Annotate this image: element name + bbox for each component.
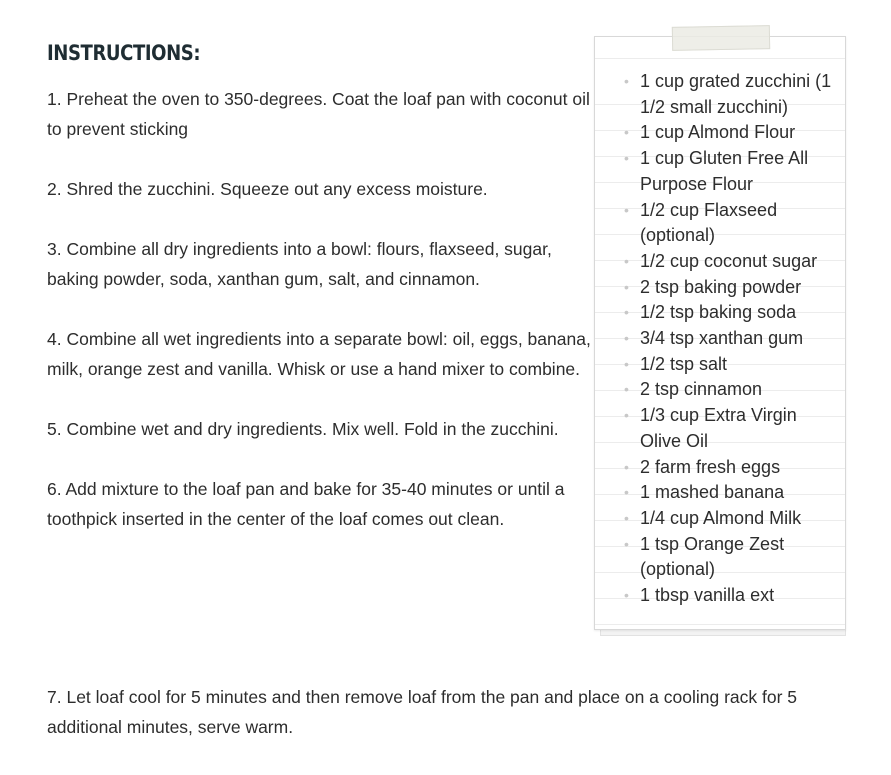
ingredient-item: [620, 506, 842, 532]
step-2: 2. Shred the zucchini. Squeeze out any excess moisture.: [47, 179, 488, 199]
bullet-icon: •: [624, 124, 629, 141]
ingredient-item: [620, 352, 842, 378]
ingredient-text: 1/2 cup coconut sugar: [640, 250, 818, 271]
bullet-icon: •: [624, 587, 629, 604]
bullet-icon: •: [624, 73, 629, 89]
bullet-icon: •: [624, 355, 629, 372]
ingredient-item: [620, 532, 842, 583]
ingredient-text: 1 cup Almond Flour: [640, 122, 796, 143]
instructions-list: [47, 84, 592, 564]
bullet-icon: •: [624, 458, 629, 475]
ingredient-item: [620, 583, 842, 609]
step-6: 6. Add mixture to the loaf pan and bake for 35-40 minutes or until a toothpick inserted in the center of the loaf comes out clean.: [47, 479, 565, 529]
ingredient-item: [620, 146, 842, 197]
ingredient-text: 1/3 cup Extra Virgin Olive Oil: [640, 405, 797, 451]
ingredient-text: 3/4 tsp xanthan gum: [640, 328, 804, 349]
bullet-icon: •: [624, 252, 629, 269]
ingredient-item: [620, 326, 842, 352]
tape-strip: [672, 25, 770, 51]
ingredient-text: 1 tbsp vanilla ext: [640, 585, 775, 606]
bullet-icon: •: [624, 509, 629, 526]
ingredient-item: [620, 377, 842, 403]
step-4: 4. Combine all wet ingredients into a separate bowl: oil, eggs, banana, milk, orange zest and vanilla. Whisk or use a hand mixer to combine.: [47, 329, 591, 379]
ingredient-text: 1/4 cup Almond Milk: [640, 507, 802, 528]
ingredient-text: 1 cup grated zucchini (1 1/2 small zucchini): [640, 71, 832, 117]
ingredient-item: [620, 69, 842, 120]
ingredient-item: [620, 403, 842, 454]
ingredients-list: [620, 69, 842, 609]
ingredient-text: 2 tsp cinnamon: [640, 379, 763, 400]
step-5: 5. Combine wet and dry ingredients. Mix well. Fold in the zucchini.: [47, 419, 559, 439]
ingredient-item: [620, 455, 842, 481]
ingredient-item: [620, 300, 842, 326]
bullet-icon: •: [624, 201, 629, 218]
step-3: 3. Combine all dry ingredients into a bowl: flours, flaxseed, sugar, baking powder, soda, xanthan gum, salt, and cinnamon.: [47, 239, 552, 289]
ingredient-text: 1 mashed banana: [640, 482, 785, 503]
bullet-icon: •: [624, 381, 629, 398]
instructions-heading: INSTRUCTIONS:: [47, 41, 201, 65]
ingredient-text: 1 cup Gluten Free All Purpose Flour: [640, 148, 809, 194]
ingredient-text: 1/2 tsp baking soda: [640, 302, 797, 323]
ingredient-item: [620, 120, 842, 146]
ingredient-text: 1/2 tsp salt: [640, 353, 728, 374]
ingredient-item: [620, 480, 842, 506]
bullet-icon: •: [624, 330, 629, 347]
bullet-icon: •: [624, 150, 629, 167]
ingredient-item: [620, 198, 842, 249]
bullet-icon: •: [624, 535, 629, 552]
bullet-icon: •: [624, 407, 629, 424]
step-1: 1. Preheat the oven to 350-degrees. Coat the loaf pan with coconut oil to prevent sticking: [47, 89, 590, 139]
ingredient-text: 2 farm fresh eggs: [640, 456, 781, 477]
bullet-icon: •: [624, 484, 629, 501]
ingredient-text: 1 tsp Orange Zest (optional): [640, 533, 785, 580]
ingredient-item: [620, 275, 842, 301]
ingredient-text: 1/2 cup Flaxseed (optional): [640, 199, 778, 246]
bullet-icon: •: [624, 278, 629, 295]
ingredient-item: [620, 249, 842, 275]
step-7: 7. Let loaf cool for 5 minutes and then remove loaf from the pan and place on a cooling rack for 5 additional minutes, serve warm.: [47, 687, 798, 737]
ingredient-text: 2 tsp baking powder: [640, 276, 802, 297]
bullet-icon: •: [624, 304, 629, 321]
